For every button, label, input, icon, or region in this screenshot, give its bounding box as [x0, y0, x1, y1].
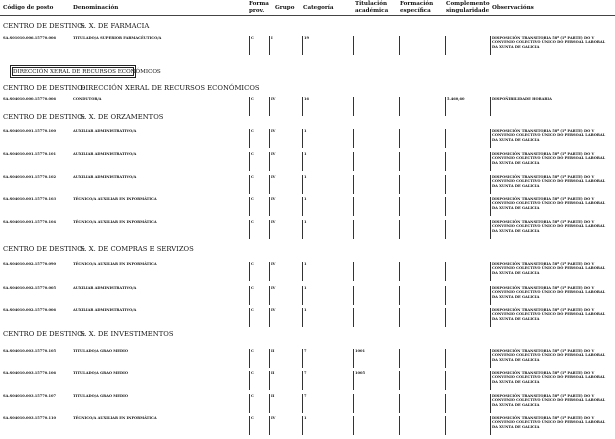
cell-grupo: II [271, 371, 275, 375]
column-divider [399, 394, 400, 413]
cell-grupo: IV [271, 97, 276, 101]
column-divider [353, 97, 354, 116]
cell-obs: DISPOSICIÓN TRANSITORIA 58ª (1ª PARTE) DO V CONVENIO COLECTIVO ÚNICO DO PERSOAL LABORAL DA XUNTA DE GALICIA [492, 262, 606, 275]
cell-grupo: IV [271, 129, 276, 133]
table-row [0, 308, 615, 328]
column-divider [399, 152, 400, 171]
column-divider [269, 152, 270, 171]
cell-obs: DISPOSICIÓN TRANSITORIA 58ª (1ª PARTE) DO V CONVENIO COLECTIVO ÚNICO DO PERSOAL LABORAL DA XUNTA DE GALICIA [492, 197, 606, 210]
header-observacions: Observacións [492, 5, 534, 11]
cell-forma: C [251, 97, 254, 101]
column-divider [445, 349, 446, 368]
column-divider [490, 349, 491, 368]
cell-forma: C [251, 394, 254, 398]
cell-forma: C [251, 129, 254, 133]
column-divider [249, 394, 250, 413]
table-row [0, 129, 615, 149]
column-divider [249, 97, 250, 116]
column-divider [490, 262, 491, 281]
column-divider [399, 129, 400, 148]
column-divider [302, 36, 303, 55]
column-divider [302, 220, 303, 239]
cell-categoria: 1 [304, 152, 307, 156]
centro-destino-name: S. X. DE ORZAMENTOS [80, 113, 164, 121]
centro-destino-label: CENTRO DE DESTINO: [3, 113, 86, 121]
cell-complemento: 5.460,60 [447, 97, 465, 101]
cell-codigo: SA.S04010.002.15770.006 [3, 308, 56, 312]
cell-denominacion: AUXILIAR ADMINISTRATIVO/A [73, 308, 137, 312]
column-divider [302, 175, 303, 194]
centro-destino-label: CENTRO DE DESTINO: [3, 330, 86, 338]
column-divider [445, 220, 446, 239]
column-divider [249, 262, 250, 281]
cell-codigo: SA.S04010.001.15770.104 [3, 220, 56, 224]
column-divider [353, 371, 354, 390]
table-row [0, 175, 615, 195]
centro-destino-name: DIRECCIÓN XERAL DE RECURSOS ECONÓMICOS [80, 84, 260, 92]
cell-forma: C [251, 416, 254, 420]
table-row [0, 286, 615, 306]
cell-denominacion: AUXILIAR ADMINISTRATIVO/A [73, 286, 137, 290]
column-divider [445, 416, 446, 435]
cell-grupo: II [271, 349, 275, 353]
cell-grupo: I [271, 36, 273, 40]
column-divider [249, 36, 250, 55]
cell-codigo: SA.S04010.001.15770.101 [3, 152, 56, 156]
centro-destino-name: S. X. DE INVESTIMENTOS [80, 330, 174, 338]
column-divider [249, 371, 250, 390]
column-divider [249, 129, 250, 148]
cell-codigo: SA.S04010.003.15770.107 [3, 394, 56, 398]
column-divider [302, 152, 303, 171]
cell-titulacion: 1001 [355, 349, 366, 353]
centro-destino-heading [3, 22, 150, 30]
cell-titulacion: 1005 [355, 371, 366, 375]
cell-forma: C [251, 220, 254, 224]
cell-grupo: IV [271, 197, 276, 201]
cell-grupo: IV [271, 416, 276, 420]
column-divider [399, 371, 400, 390]
column-divider [302, 197, 303, 216]
header-codigo: Código de posto [3, 5, 54, 11]
cell-denominacion: AUXILIAR ADMINISTRATIVO/A [73, 129, 137, 133]
column-divider [353, 36, 354, 55]
centro-destino-name: S. X. DE COMPRAS E SERVIZOS [80, 245, 194, 253]
header-rule [0, 15, 615, 16]
cell-categoria: 1 [304, 308, 307, 312]
column-divider [445, 262, 446, 281]
cell-categoria: 1 [304, 129, 307, 133]
column-divider [445, 286, 446, 305]
column-divider [249, 349, 250, 368]
cell-categoria: 1 [304, 197, 307, 201]
column-divider [353, 286, 354, 305]
cell-obs: DISPOÑIBILIDADE HORARIA [492, 97, 552, 101]
cell-codigo: SA.S04010.002.15770.090 [3, 262, 56, 266]
column-divider [249, 152, 250, 171]
cell-forma: C [251, 36, 254, 40]
column-divider [353, 152, 354, 171]
column-divider [399, 349, 400, 368]
column-divider [269, 308, 270, 327]
column-divider [269, 349, 270, 368]
centro-destino-name: S. X. DE FARMACIA [80, 22, 150, 30]
header-forma: Forma prov. [249, 1, 269, 14]
column-divider [353, 394, 354, 413]
cell-grupo: IV [271, 308, 276, 312]
cell-denominacion: TÉCNICO/A AUXILIAR EN INFORMÁTICA [73, 262, 157, 266]
direccion-box-label: DIRECCIÓN XERAL DE RECURSOS ECONÓMICOS [13, 69, 161, 75]
column-divider [302, 416, 303, 435]
column-divider [490, 152, 491, 171]
column-divider [399, 97, 400, 116]
centro-destino-heading [3, 330, 174, 338]
column-divider [445, 36, 446, 55]
cell-categoria: 16 [304, 97, 310, 101]
cell-grupo: IV [271, 220, 276, 224]
column-divider [490, 129, 491, 148]
cell-codigo: SA.S01010.006.15770.006 [3, 36, 56, 40]
cell-codigo: SA.S04010.001.15770.103 [3, 197, 56, 201]
column-divider [353, 308, 354, 327]
cell-denominacion: AUXILIAR ADMINISTRATIVO/A [73, 175, 137, 179]
cell-categoria: 19 [304, 36, 310, 40]
column-divider [249, 175, 250, 194]
cell-grupo: IV [271, 286, 276, 290]
column-divider [249, 286, 250, 305]
cell-codigo: SA.S04010.001.15770.100 [3, 129, 56, 133]
column-divider [399, 175, 400, 194]
centro-destino-label: CENTRO DE DESTINO: [3, 22, 86, 30]
cell-grupo: IV [271, 175, 276, 179]
centro-destino-label: CENTRO DE DESTINO: [3, 84, 86, 92]
column-divider [302, 97, 303, 116]
centro-destino-heading [3, 245, 194, 253]
column-divider [490, 394, 491, 413]
cell-obs: DISPOSICIÓN TRANSITORIA 58ª (1ª PARTE) DO V CONVENIO COLECTIVO ÚNICO DO PERSOAL LABORAL DA XUNTA DE GALICIA [492, 152, 606, 165]
cell-denominacion: TITULADO/A GRAO MEDIO [73, 371, 128, 375]
cell-codigo: SA.S04010.003.15770.110 [3, 416, 56, 420]
column-divider [249, 220, 250, 239]
column-divider [399, 262, 400, 281]
header-formacion: Formación específica [400, 1, 434, 14]
column-divider [353, 129, 354, 148]
header-grupo: Grupo [275, 5, 295, 11]
column-divider [445, 175, 446, 194]
column-divider [353, 262, 354, 281]
column-divider [302, 394, 303, 413]
cell-denominacion: TÉCNICO/A AUXILIAR EN INFORMÁTICA [73, 416, 157, 420]
table-row [0, 349, 615, 369]
table-row [0, 152, 615, 172]
centro-destino-label: CENTRO DE DESTINO: [3, 245, 86, 253]
cell-obs: DISPOSICIÓN TRANSITORIA 58ª (1ª PARTE) DO V CONVENIO COLECTIVO ÚNICO DO PERSOAL LABORAL DA XUNTA DE GALICIA [492, 286, 606, 299]
column-divider [269, 416, 270, 435]
column-divider [302, 308, 303, 327]
column-divider [353, 197, 354, 216]
cell-denominacion: CONDUTOR/A [73, 97, 102, 101]
cell-obs: DISPOSICIÓN TRANSITORIA 58ª (1ª PARTE) DO V CONVENIO COLECTIVO ÚNICO DO PERSOAL LABORAL DA XUNTA DE GALICIA [492, 394, 606, 407]
header-titulacion: Titulación académica [355, 1, 389, 14]
cell-categoria: 1 [304, 262, 307, 266]
column-divider [269, 175, 270, 194]
column-divider [269, 197, 270, 216]
centro-destino-heading [3, 113, 164, 121]
cell-grupo: IV [271, 152, 276, 156]
column-divider [353, 220, 354, 239]
cell-obs: DISPOSICIÓN TRANSITORIA 58ª (1ª PARTE) DO V CONVENIO COLECTIVO ÚNICO DO PERSOAL LABORAL DA XUNTA DE GALICIA [492, 36, 606, 49]
cell-forma: C [251, 152, 254, 156]
cell-categoria: 7 [304, 349, 307, 353]
cell-codigo: SA.S04010.001.15770.102 [3, 175, 56, 179]
column-divider [302, 129, 303, 148]
column-divider [249, 308, 250, 327]
centro-destino-heading [3, 84, 260, 92]
cell-denominacion: TITULADO/A GRAO MEDIO [73, 394, 128, 398]
cell-codigo: SA.S04010.003.15770.106 [3, 371, 56, 375]
column-divider [490, 308, 491, 327]
cell-denominacion: TITULADO/A GRAO MEDIO [73, 349, 128, 353]
column-divider [353, 175, 354, 194]
table-row [0, 371, 615, 391]
cell-obs: DISPOSICIÓN TRANSITORIA 58ª (1ª PARTE) DO V CONVENIO COLECTIVO ÚNICO DO PERSOAL LABORAL DA XUNTA DE GALICIA [492, 371, 606, 384]
header-complemento: Complemento singularidade [446, 1, 490, 14]
cell-denominacion: TITULADO/A SUPERIOR FARMACÉUTICO/A [73, 36, 162, 40]
column-divider [302, 371, 303, 390]
column-divider [445, 129, 446, 148]
column-divider [399, 197, 400, 216]
column-divider [490, 286, 491, 305]
column-divider [399, 36, 400, 55]
column-divider [490, 97, 491, 116]
header-denominacion: Denominación [73, 5, 119, 11]
cell-obs: DISPOSICIÓN TRANSITORIA 58ª (1ª PARTE) DO V CONVENIO COLECTIVO ÚNICO DO PERSOAL LABORAL DA XUNTA DE GALICIA [492, 349, 606, 362]
cell-codigo: SA.S04010.000.15770.006 [3, 97, 56, 101]
table-row [0, 416, 615, 436]
cell-categoria: 7 [304, 371, 307, 375]
table-row [0, 262, 615, 282]
cell-forma: C [251, 371, 254, 375]
cell-categoria: 7 [304, 394, 307, 398]
cell-forma: C [251, 308, 254, 312]
cell-forma: C [251, 262, 254, 266]
column-divider [269, 97, 270, 116]
cell-denominacion: TÉCNICO/A AUXILIAR EN INFORMÁTICA [73, 220, 157, 224]
column-divider [399, 286, 400, 305]
cell-categoria: 1 [304, 416, 307, 420]
header-categoria: Categoría [303, 5, 334, 11]
column-divider [445, 394, 446, 413]
column-divider [445, 97, 446, 116]
table-row [0, 36, 615, 56]
cell-obs: DISPOSICIÓN TRANSITORIA 58ª (1ª PARTE) DO V CONVENIO COLECTIVO ÚNICO DO PERSOAL LABORAL DA XUNTA DE GALICIA [492, 175, 606, 188]
column-divider [269, 286, 270, 305]
column-divider [490, 371, 491, 390]
column-divider [269, 220, 270, 239]
column-divider [269, 129, 270, 148]
column-divider [302, 286, 303, 305]
column-divider [445, 308, 446, 327]
column-divider [302, 262, 303, 281]
column-divider [445, 197, 446, 216]
cell-denominacion: TÉCNICO/A AUXILIAR EN INFORMÁTICA [73, 197, 157, 201]
direccion-box [10, 65, 161, 78]
table-row [0, 394, 615, 414]
cell-obs: DISPOSICIÓN TRANSITORIA 58ª (1ª PARTE) DO V CONVENIO COLECTIVO ÚNICO DO PERSOAL LABORAL DA XUNTA DE GALICIA [492, 308, 606, 321]
column-divider [490, 416, 491, 435]
column-divider [490, 220, 491, 239]
column-divider [302, 349, 303, 368]
cell-categoria: 1 [304, 175, 307, 179]
table-row [0, 220, 615, 240]
column-divider [353, 416, 354, 435]
column-divider [490, 175, 491, 194]
column-divider [269, 371, 270, 390]
cell-grupo: II [271, 394, 275, 398]
cell-forma: C [251, 197, 254, 201]
cell-grupo: IV [271, 262, 276, 266]
column-divider [399, 220, 400, 239]
column-divider [249, 416, 250, 435]
column-divider [445, 152, 446, 171]
cell-categoria: 1 [304, 220, 307, 224]
cell-forma: C [251, 286, 254, 290]
column-divider [269, 262, 270, 281]
column-divider [269, 394, 270, 413]
column-divider [399, 416, 400, 435]
cell-obs: DISPOSICIÓN TRANSITORIA 58ª (1ª PARTE) DO V CONVENIO COLECTIVO ÚNICO DO PERSOAL LABORAL DA XUNTA DE GALICIA [492, 129, 606, 142]
cell-denominacion: AUXILIAR ADMINISTRATIVO/A [73, 152, 137, 156]
column-divider [269, 36, 270, 55]
column-divider [249, 197, 250, 216]
column-divider [445, 371, 446, 390]
column-divider [490, 36, 491, 55]
cell-codigo: SA.S04010.003.15770.105 [3, 349, 56, 353]
column-divider [353, 349, 354, 368]
column-divider [490, 197, 491, 216]
column-divider [399, 308, 400, 327]
cell-obs: DISPOSICIÓN TRANSITORIA 58ª (1ª PARTE) DO V CONVENIO COLECTIVO ÚNICO DO PERSOAL LABORAL DA XUNTA DE GALICIA [492, 220, 606, 233]
cell-codigo: SA.S04010.002.15770.005 [3, 286, 56, 290]
table-row [0, 197, 615, 217]
cell-categoria: 1 [304, 286, 307, 290]
cell-forma: C [251, 175, 254, 179]
cell-obs: DISPOSICIÓN TRANSITORIA 58ª (1ª PARTE) DO V CONVENIO COLECTIVO ÚNICO DO PERSOAL LABORAL DA XUNTA DE GALICIA [492, 416, 606, 429]
cell-forma: C [251, 349, 254, 353]
